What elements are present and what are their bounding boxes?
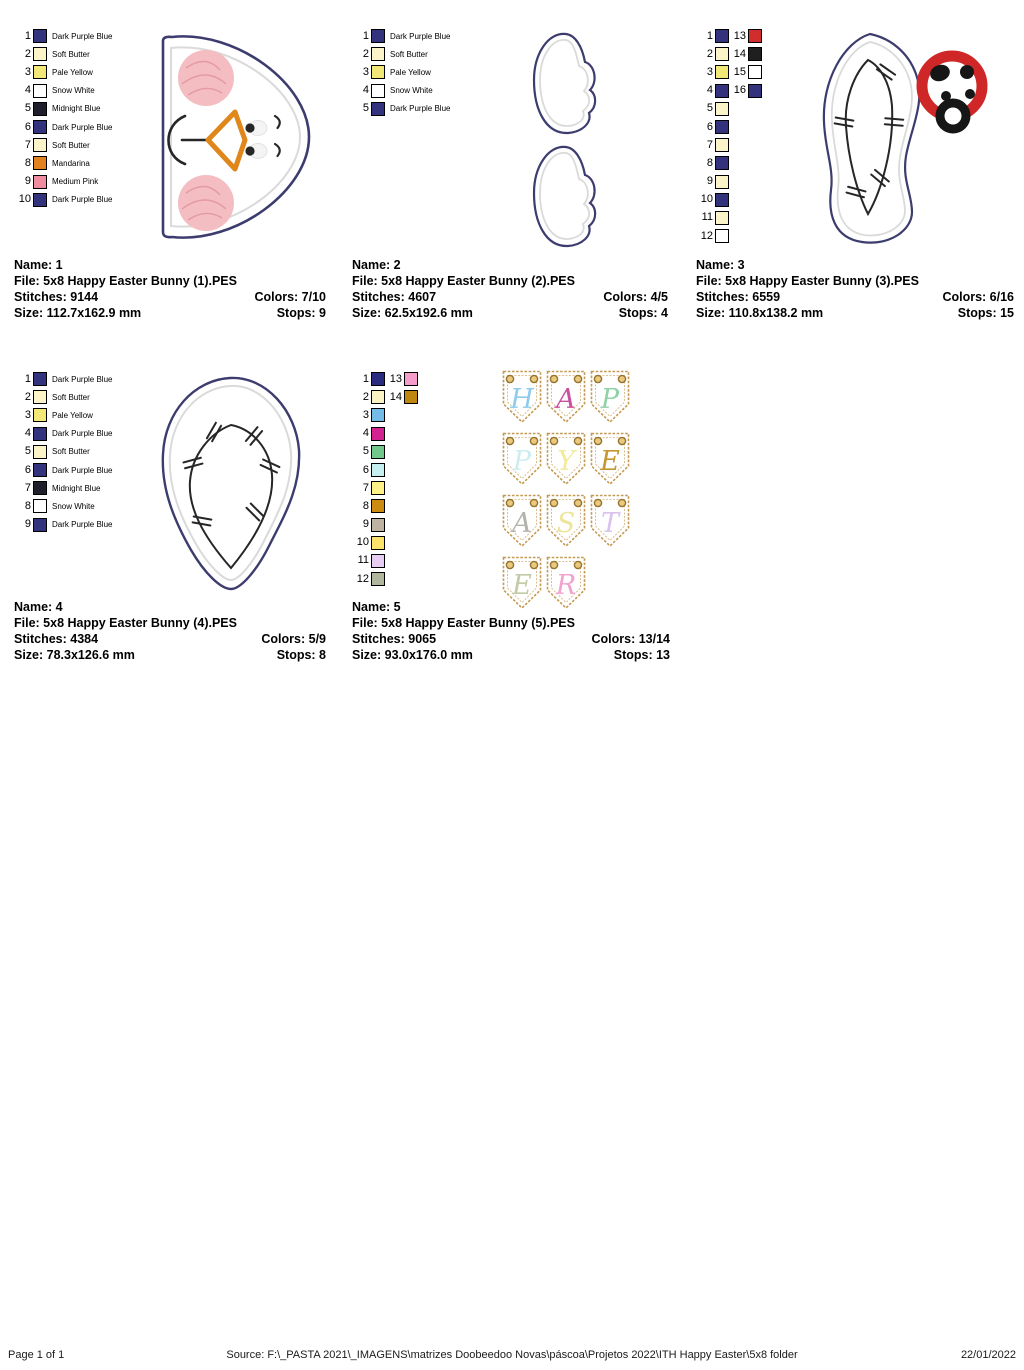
thread-number: 8 xyxy=(362,499,369,512)
design-stitches: Stitches: 9144 xyxy=(14,289,99,304)
thread-number: 3 xyxy=(24,408,31,421)
design-file: File: 5x8 Happy Easter Bunny (3).PES xyxy=(696,273,919,288)
thread-number: 1 xyxy=(706,29,713,42)
bunny-face-art xyxy=(138,28,330,246)
design-colors: Colors: 5/9 xyxy=(261,631,326,646)
grommet-icon xyxy=(574,561,581,568)
grommet-icon xyxy=(506,437,513,444)
thread-swatch xyxy=(371,536,385,550)
thread-number: 13 xyxy=(389,372,402,385)
thread-swatch xyxy=(371,84,385,98)
thread-swatch xyxy=(748,47,762,61)
thread-number: 3 xyxy=(706,65,713,78)
thread-swatch xyxy=(748,29,762,43)
grommet-icon xyxy=(618,499,625,506)
design-thumbnail-5 xyxy=(502,370,630,618)
thread-name: Dark Purple Blue xyxy=(52,429,113,439)
thread-row xyxy=(14,191,112,209)
thread-swatch xyxy=(33,463,47,477)
thread-row xyxy=(696,118,729,136)
thread-row xyxy=(14,45,112,63)
thread-swatch xyxy=(33,84,47,98)
thread-number: 1 xyxy=(24,29,31,42)
banner-flag xyxy=(590,494,630,553)
grommet-icon xyxy=(574,375,581,382)
thread-name: Dark Purple Blue xyxy=(52,465,113,475)
grommet-icon xyxy=(618,437,625,444)
thread-row xyxy=(14,118,112,136)
thread-swatch xyxy=(33,29,47,43)
thread-swatch xyxy=(33,390,47,404)
thread-swatch xyxy=(371,481,385,495)
thread-number: 7 xyxy=(24,138,31,151)
design-stitches: Stitches: 4607 xyxy=(352,289,437,304)
thread-swatch xyxy=(33,156,47,170)
thread-name: Soft Butter xyxy=(52,392,90,402)
thread-number: 4 xyxy=(24,84,31,97)
thread-row xyxy=(14,479,112,497)
thread-swatch xyxy=(715,102,729,116)
thread-column xyxy=(352,27,450,118)
thread-name: Midnight Blue xyxy=(52,104,101,114)
thread-number: 2 xyxy=(24,47,31,60)
cheek-top xyxy=(178,50,234,106)
design-file: File: 5x8 Happy Easter Bunny (5).PES xyxy=(352,615,575,630)
thread-number: 1 xyxy=(362,372,369,385)
grommet-icon xyxy=(530,437,537,444)
banner-letter: Y xyxy=(557,446,575,477)
thread-swatch xyxy=(33,518,47,532)
thread-number: 15 xyxy=(733,65,746,78)
grommet-icon xyxy=(594,499,601,506)
design-stops: Stops: 15 xyxy=(957,305,1014,320)
teardrop-art xyxy=(138,371,326,597)
thread-name: Dark Purple Blue xyxy=(52,31,113,41)
thread-name: Snow White xyxy=(52,86,95,96)
thread-swatch xyxy=(715,65,729,79)
design-stitches: Stitches: 4384 xyxy=(14,631,99,646)
thread-name: Dark Purple Blue xyxy=(390,104,451,114)
design-info-3 xyxy=(696,258,1014,322)
thread-row xyxy=(696,45,729,63)
ladybug-icon xyxy=(922,56,982,129)
thread-row xyxy=(696,82,729,100)
thread-swatch xyxy=(715,120,729,134)
design-thumbnail-4 xyxy=(138,371,326,602)
thread-number: 8 xyxy=(706,156,713,169)
thread-name: Mandarina xyxy=(52,158,90,168)
thread-row xyxy=(14,388,112,406)
grommet-icon xyxy=(506,375,513,382)
thread-number: 4 xyxy=(362,427,369,440)
thread-row xyxy=(352,388,385,406)
design-info-1 xyxy=(14,258,326,322)
banner-row xyxy=(502,494,630,553)
thread-row xyxy=(696,63,729,81)
thread-swatch xyxy=(33,175,47,189)
thread-list-design-5 xyxy=(352,370,418,588)
thread-row xyxy=(385,388,418,406)
thread-name: Pale Yellow xyxy=(52,67,93,77)
thread-number: 3 xyxy=(362,408,369,421)
thread-number: 3 xyxy=(24,65,31,78)
thread-row xyxy=(696,100,729,118)
thread-row xyxy=(729,45,762,63)
cheek-bottom xyxy=(178,175,234,231)
design-name: Name: 4 xyxy=(14,600,63,614)
banner-flag xyxy=(502,370,542,429)
source-path: Source: F:\_PASTA 2021\_IMAGENS\matrizes Doobeedoo Novas\páscoa\Projetos 2022\ITH Happy Easter\5x8 folder xyxy=(226,1349,798,1361)
thread-list-design-1 xyxy=(14,27,112,209)
thread-column xyxy=(729,27,762,100)
design-size: Size: 62.5x192.6 mm xyxy=(352,305,473,320)
thread-row xyxy=(352,461,385,479)
thread-swatch xyxy=(371,427,385,441)
design-colors: Colors: 13/14 xyxy=(591,631,670,646)
ear-with-ladybug-art xyxy=(810,28,1018,256)
thread-swatch xyxy=(33,193,47,207)
design-stops: Stops: 13 xyxy=(613,647,670,662)
thread-row xyxy=(696,227,729,245)
thread-row xyxy=(14,100,112,118)
grommet-icon xyxy=(530,499,537,506)
thread-row xyxy=(352,534,385,552)
thread-column xyxy=(352,370,385,588)
thread-row xyxy=(352,45,450,63)
thread-row xyxy=(696,173,729,191)
design-colors: Colors: 4/5 xyxy=(603,289,668,304)
banner-letter: T xyxy=(600,508,620,539)
design-file: File: 5x8 Happy Easter Bunny (2).PES xyxy=(352,273,575,288)
thread-number: 16 xyxy=(733,84,746,97)
thread-list-design-2 xyxy=(352,27,450,118)
ear-piece xyxy=(534,34,595,133)
thread-row xyxy=(14,443,112,461)
thread-number: 9 xyxy=(24,175,31,188)
thread-row xyxy=(729,27,762,45)
thread-number: 14 xyxy=(389,390,402,403)
thread-number: 2 xyxy=(362,390,369,403)
banner-flag xyxy=(502,494,542,553)
design-info-4 xyxy=(14,600,326,664)
design-name: Name: 5 xyxy=(352,600,401,614)
thread-swatch xyxy=(33,408,47,422)
design-file: File: 5x8 Happy Easter Bunny (1).PES xyxy=(14,273,237,288)
thread-number: 6 xyxy=(362,463,369,476)
thread-row xyxy=(14,461,112,479)
thread-name: Pale Yellow xyxy=(390,67,431,77)
design-size: Size: 112.7x162.9 mm xyxy=(14,305,142,320)
design-stitches: Stitches: 6559 xyxy=(696,289,781,304)
banner-flag xyxy=(590,432,630,491)
thread-swatch xyxy=(748,65,762,79)
grommet-icon xyxy=(530,561,537,568)
thread-number: 12 xyxy=(356,572,369,585)
design-colors: Colors: 7/10 xyxy=(254,289,326,304)
thread-row xyxy=(14,82,112,100)
thread-swatch xyxy=(371,572,385,586)
thread-number: 5 xyxy=(706,102,713,115)
thread-name: Medium Pink xyxy=(52,177,99,187)
thread-number: 7 xyxy=(706,138,713,151)
thread-number: 10 xyxy=(700,193,713,206)
grommet-icon xyxy=(574,437,581,444)
thread-name: Snow White xyxy=(390,86,433,96)
thread-swatch xyxy=(371,463,385,477)
thread-swatch xyxy=(371,518,385,532)
thread-swatch xyxy=(715,175,729,189)
design-size: Size: 93.0x176.0 mm xyxy=(352,647,473,662)
banner-letter: H xyxy=(510,384,534,415)
thread-row xyxy=(352,63,450,81)
thread-number: 9 xyxy=(362,518,369,531)
thread-number: 2 xyxy=(706,47,713,60)
banner-flag xyxy=(546,494,586,553)
thread-list-design-3 xyxy=(696,27,762,245)
thread-row xyxy=(696,27,729,45)
ear-piece xyxy=(534,147,595,246)
thread-number: 7 xyxy=(24,481,31,494)
thread-row xyxy=(352,479,385,497)
thread-column xyxy=(385,370,418,406)
thread-swatch xyxy=(371,554,385,568)
thread-number: 2 xyxy=(24,390,31,403)
thread-row xyxy=(696,191,729,209)
ear-pieces-art xyxy=(524,28,608,250)
design-file: File: 5x8 Happy Easter Bunny (4).PES xyxy=(14,615,237,630)
thread-name: Dark Purple Blue xyxy=(52,374,113,384)
thread-row xyxy=(352,497,385,515)
thread-name: Dark Purple Blue xyxy=(52,122,113,132)
thread-number: 14 xyxy=(733,47,746,60)
thread-swatch xyxy=(715,138,729,152)
thread-number: 8 xyxy=(24,499,31,512)
print-date: 22/01/2022 xyxy=(960,1349,1016,1361)
thread-number: 3 xyxy=(362,65,369,78)
design-stops: Stops: 4 xyxy=(618,305,668,320)
thread-row xyxy=(14,63,112,81)
thread-number: 5 xyxy=(362,445,369,458)
thread-number: 11 xyxy=(357,554,369,567)
grommet-icon xyxy=(506,561,513,568)
banner-letter: A xyxy=(556,384,576,415)
thread-swatch xyxy=(33,120,47,134)
applique-outline xyxy=(163,378,299,589)
banner-flag xyxy=(590,370,630,429)
thread-swatch xyxy=(33,445,47,459)
thread-row xyxy=(352,82,450,100)
page-footer xyxy=(0,1349,1024,1365)
thread-row xyxy=(352,425,385,443)
thread-row xyxy=(14,154,112,172)
thread-swatch xyxy=(715,156,729,170)
thread-swatch xyxy=(371,390,385,404)
grommet-icon xyxy=(618,375,625,382)
grommet-icon xyxy=(530,375,537,382)
thread-number: 10 xyxy=(356,536,369,549)
thread-row xyxy=(14,425,112,443)
thread-number: 12 xyxy=(700,229,713,242)
thread-swatch xyxy=(33,427,47,441)
thread-row xyxy=(385,370,418,388)
thread-row xyxy=(729,63,762,81)
banner-flag xyxy=(502,432,542,491)
thread-number: 9 xyxy=(24,518,31,531)
thread-swatch xyxy=(715,47,729,61)
thread-name: Snow White xyxy=(52,501,95,511)
thread-column xyxy=(14,27,112,209)
thread-column xyxy=(14,370,112,534)
thread-swatch xyxy=(404,372,418,386)
thread-number: 8 xyxy=(24,156,31,169)
thread-number: 4 xyxy=(706,84,713,97)
banner-letter: P xyxy=(600,384,620,415)
thread-row xyxy=(14,406,112,424)
thread-swatch xyxy=(33,138,47,152)
banner-letter: E xyxy=(512,570,532,601)
thread-number: 6 xyxy=(706,120,713,133)
design-thumbnail-3 xyxy=(810,28,1018,261)
thread-number: 1 xyxy=(362,29,369,42)
banner-row xyxy=(502,432,630,491)
design-size: Size: 78.3x126.6 mm xyxy=(14,647,135,662)
thread-name: Soft Butter xyxy=(52,49,90,59)
thread-row xyxy=(696,136,729,154)
banner-row xyxy=(502,370,630,429)
thread-swatch xyxy=(33,499,47,513)
thread-swatch xyxy=(715,84,729,98)
banner-letter: E xyxy=(600,446,620,477)
thread-name: Pale Yellow xyxy=(52,410,93,420)
thread-number: 13 xyxy=(733,29,746,42)
thread-row xyxy=(352,552,385,570)
thread-number: 2 xyxy=(362,47,369,60)
thread-row xyxy=(729,82,762,100)
design-info-2 xyxy=(352,258,668,322)
thread-name: Dark Purple Blue xyxy=(52,195,113,205)
design-stitches: Stitches: 9065 xyxy=(352,631,437,646)
thread-row xyxy=(352,370,385,388)
thread-number: 4 xyxy=(24,427,31,440)
grommet-icon xyxy=(550,561,557,568)
thread-number: 4 xyxy=(362,84,369,97)
design-size: Size: 110.8x138.2 mm xyxy=(696,305,824,320)
banner-flag xyxy=(546,432,586,491)
thread-swatch xyxy=(371,445,385,459)
thread-number: 11 xyxy=(701,211,713,224)
design-name: Name: 2 xyxy=(352,258,401,272)
thread-name: Soft Butter xyxy=(52,447,90,457)
banner-letter: P xyxy=(512,446,532,477)
thread-swatch xyxy=(404,390,418,404)
thread-name: Midnight Blue xyxy=(52,483,101,493)
thread-name: Soft Butter xyxy=(52,140,90,150)
banner-letter: S xyxy=(556,508,576,539)
thread-row xyxy=(14,497,112,515)
thread-column xyxy=(696,27,729,245)
thread-swatch xyxy=(371,65,385,79)
thread-row xyxy=(696,154,729,172)
thread-swatch xyxy=(33,372,47,386)
thread-number: 6 xyxy=(24,120,31,133)
thread-row xyxy=(352,27,450,45)
grommet-icon xyxy=(550,437,557,444)
design-stops: Stops: 9 xyxy=(276,305,326,320)
thread-swatch xyxy=(371,102,385,116)
grommet-icon xyxy=(550,375,557,382)
thread-number: 5 xyxy=(24,102,31,115)
thread-row xyxy=(352,516,385,534)
design-name: Name: 1 xyxy=(14,258,63,272)
design-thumbnail-1 xyxy=(138,28,330,251)
banner-letter: A xyxy=(512,508,532,539)
thread-row xyxy=(14,516,112,534)
grommet-icon xyxy=(550,499,557,506)
grommet-icon xyxy=(594,437,601,444)
thread-number: 5 xyxy=(24,445,31,458)
thread-swatch xyxy=(715,193,729,207)
grommet-icon xyxy=(574,499,581,506)
thread-name: Dark Purple Blue xyxy=(390,31,451,41)
thread-swatch xyxy=(371,47,385,61)
thread-name: Dark Purple Blue xyxy=(52,520,113,530)
design-name: Name: 3 xyxy=(696,258,745,272)
thread-number: 9 xyxy=(706,175,713,188)
thread-swatch xyxy=(715,29,729,43)
thread-swatch xyxy=(33,481,47,495)
thread-number: 5 xyxy=(362,102,369,115)
thread-row xyxy=(14,370,112,388)
grommet-icon xyxy=(506,499,513,506)
thread-swatch xyxy=(371,408,385,422)
design-thumbnail-2 xyxy=(524,28,608,255)
banner-letter: R xyxy=(555,570,577,601)
design-stops: Stops: 8 xyxy=(276,647,326,662)
thread-row xyxy=(14,136,112,154)
thread-row xyxy=(14,27,112,45)
thread-swatch xyxy=(33,65,47,79)
page-number: Page 1 of 1 xyxy=(8,1349,65,1361)
design-colors: Colors: 6/16 xyxy=(942,289,1014,304)
thread-swatch xyxy=(371,372,385,386)
thread-row xyxy=(14,173,112,191)
thread-swatch xyxy=(715,229,729,243)
thread-number: 6 xyxy=(24,463,31,476)
grommet-icon xyxy=(594,375,601,382)
thread-row xyxy=(352,100,450,118)
thread-swatch xyxy=(748,84,762,98)
thread-swatch xyxy=(33,47,47,61)
thread-swatch xyxy=(371,499,385,513)
thread-swatch xyxy=(715,211,729,225)
thread-number: 10 xyxy=(18,193,31,206)
thread-row xyxy=(352,443,385,461)
thread-row xyxy=(352,570,385,588)
design-info-5 xyxy=(352,600,670,664)
thread-list-design-4 xyxy=(14,370,112,534)
thread-name: Soft Butter xyxy=(390,49,428,59)
thread-row xyxy=(352,406,385,424)
thread-row xyxy=(696,209,729,227)
thread-swatch xyxy=(371,29,385,43)
thread-number: 7 xyxy=(362,481,369,494)
thread-number: 1 xyxy=(24,372,31,385)
thread-swatch xyxy=(33,102,47,116)
banner-flag xyxy=(546,370,586,429)
